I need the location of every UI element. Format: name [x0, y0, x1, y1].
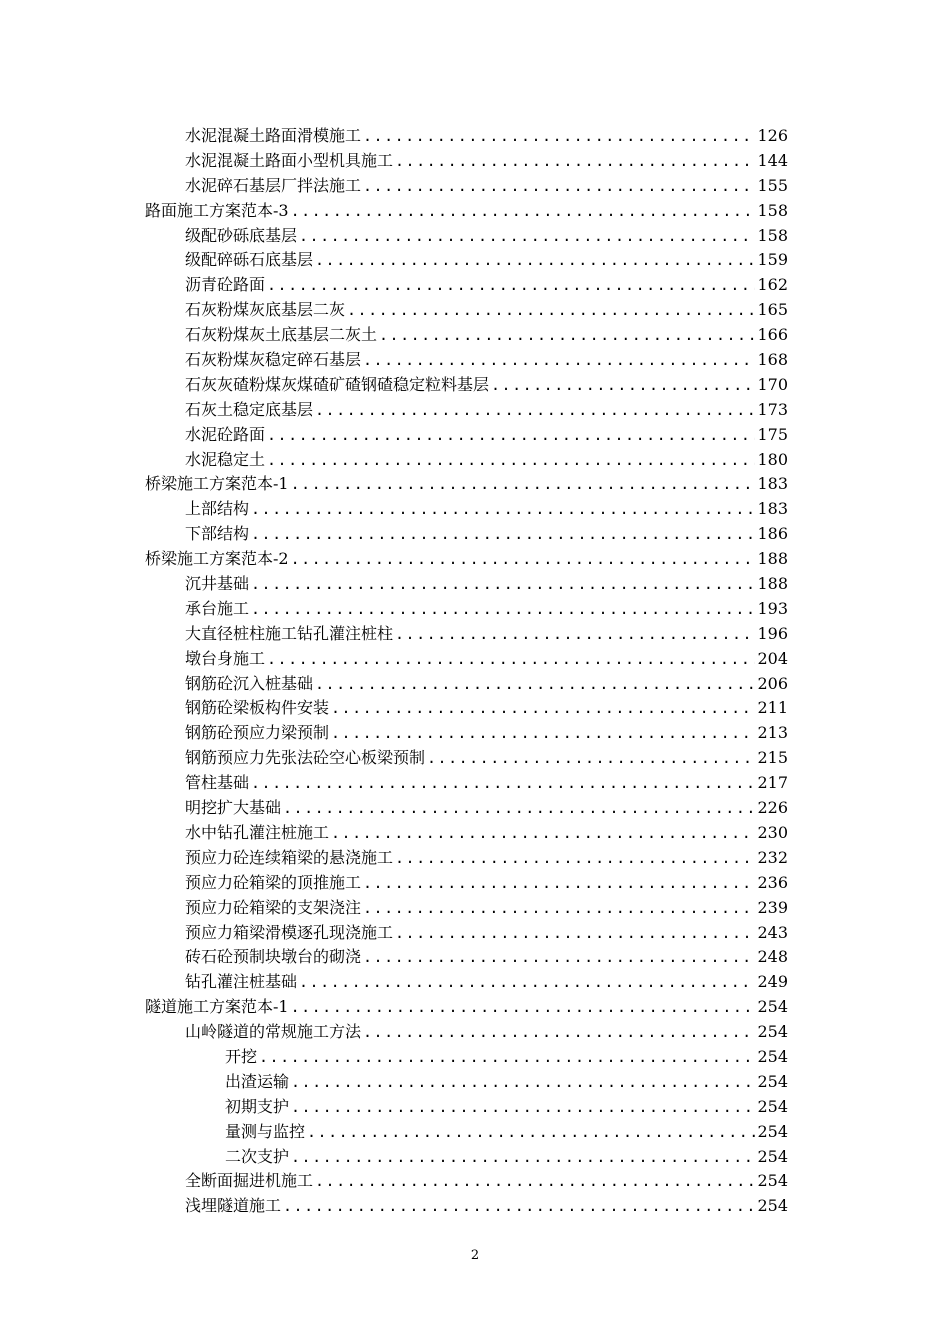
toc-entry[interactable] [185, 796, 788, 821]
toc-entry[interactable] [225, 1145, 788, 1170]
toc-entry-page-number: 206 [757, 673, 788, 693]
toc-entry-page-number: 254 [757, 1071, 788, 1091]
toc-entry-title: 水泥碎石基层厂拌法施工 [185, 175, 362, 195]
toc-entry-title: 钢筋预应力先张法砼空心板梁预制 [185, 748, 426, 768]
toc-entry-title: 开挖 [225, 1046, 258, 1066]
toc-entry[interactable] [185, 149, 788, 174]
toc-entry-title: 石灰土稳定底基层 [185, 399, 314, 419]
toc-entry-title: 大直径桩柱施工钻孔灌注桩柱 [185, 623, 394, 643]
dot-leader [291, 1070, 755, 1095]
toc-entry[interactable] [185, 572, 788, 597]
toc-entry-title: 二次支护 [225, 1146, 290, 1166]
toc-entry[interactable] [185, 248, 788, 273]
toc-entry[interactable] [225, 1095, 788, 1120]
toc-entry[interactable] [185, 298, 788, 323]
toc-entry[interactable] [185, 970, 788, 995]
toc-entry-page-number: 254 [757, 1046, 788, 1066]
toc-entry-page-number: 217 [757, 773, 788, 793]
dot-leader [291, 1145, 755, 1170]
toc-entry-title: 承台施工 [185, 598, 250, 618]
toc-entry-title: 水泥混凝土路面小型机具施工 [185, 150, 394, 170]
dot-leader [363, 945, 755, 970]
dot-leader [315, 398, 755, 423]
toc-entry[interactable] [185, 896, 788, 921]
toc-entry-page-number: 213 [757, 723, 788, 743]
toc-entry[interactable] [185, 746, 788, 771]
toc-entry-title: 量测与监控 [225, 1121, 306, 1141]
dot-leader [379, 323, 755, 348]
toc-entry-page-number: 180 [757, 449, 788, 469]
dot-leader [251, 572, 755, 597]
toc-entry[interactable] [185, 423, 788, 448]
dot-leader [283, 1194, 755, 1219]
toc-entry-page-number: 248 [757, 947, 788, 967]
toc-entry-page-number: 254 [757, 1022, 788, 1042]
toc-entry-page-number: 236 [757, 872, 788, 892]
toc-entry-page-number: 254 [757, 1146, 788, 1166]
toc-entry-title: 沉井基础 [185, 574, 250, 594]
toc-entry-title: 钢筋砼梁板构件安装 [185, 698, 330, 718]
dot-leader [291, 472, 756, 497]
toc-entry[interactable] [225, 1070, 788, 1095]
toc-entry[interactable] [185, 522, 788, 547]
toc-entry-page-number: 243 [757, 922, 788, 942]
dot-leader [315, 672, 755, 697]
toc-entry-page-number: 254 [757, 997, 788, 1017]
toc-entry-page-number: 232 [757, 847, 788, 867]
toc-entry-title: 钢筋砼沉入桩基础 [185, 673, 314, 693]
toc-entry-title: 下部结构 [185, 524, 250, 544]
toc-entry[interactable] [185, 945, 788, 970]
toc-entry[interactable] [185, 174, 788, 199]
toc-entry-title: 桥梁施工方案范本-1 [145, 474, 289, 494]
toc-entry-page-number: 196 [757, 623, 788, 643]
toc-entry-title: 沥青砼路面 [185, 275, 266, 295]
toc-entry-title: 水泥砼路面 [185, 424, 266, 444]
toc-entry-page-number: 183 [757, 474, 788, 494]
toc-entry-title: 水泥混凝土路面滑模施工 [185, 126, 362, 145]
toc-entry-page-number: 158 [757, 225, 788, 245]
dot-leader [291, 199, 756, 224]
toc-entry[interactable] [185, 921, 788, 946]
toc-entry-title: 钢筋砼预应力梁预制 [185, 723, 330, 743]
toc-entry-title: 级配砂砾底基层 [185, 225, 298, 245]
table-of-contents [0, 124, 950, 1219]
toc-entry[interactable] [185, 398, 788, 423]
dot-leader [363, 348, 755, 373]
toc-entry-page-number: 230 [757, 822, 788, 842]
dot-leader [331, 821, 755, 846]
dot-leader [315, 1169, 755, 1194]
page-number: 2 [470, 1248, 480, 1263]
toc-entry-page-number: 126 [757, 126, 788, 145]
toc-entry[interactable] [185, 672, 788, 697]
dot-leader [259, 1045, 755, 1070]
toc-entry-page-number: 188 [757, 574, 788, 594]
toc-entry[interactable] [145, 547, 788, 572]
toc-entry-page-number: 249 [757, 972, 788, 992]
toc-entry-page-number: 204 [757, 648, 788, 668]
toc-entry-title: 预应力箱梁滑模逐孔现浇施工 [185, 922, 394, 942]
dot-leader [363, 1020, 755, 1045]
toc-entry-title: 出渣运输 [225, 1071, 290, 1091]
dot-leader [395, 149, 755, 174]
toc-entry-title: 管柱基础 [185, 773, 250, 793]
toc-entry-title: 预应力砼箱梁的顶推施工 [185, 872, 362, 892]
dot-leader [299, 224, 755, 249]
toc-entry-title: 石灰粉煤灰底基层二灰 [185, 300, 346, 320]
toc-entry-title: 预应力砼连续箱梁的悬浇施工 [185, 847, 394, 867]
toc-entry-title: 明挖扩大基础 [185, 798, 282, 818]
toc-entry-page-number: 159 [757, 250, 788, 270]
toc-entry-page-number: 155 [757, 175, 788, 195]
toc-entry-title: 预应力砼箱梁的支架浇注 [185, 897, 362, 917]
toc-entry-page-number: 254 [757, 1096, 788, 1116]
toc-entry-page-number: 170 [757, 374, 788, 394]
dot-leader [251, 522, 755, 547]
toc-entry-title: 上部结构 [185, 499, 250, 519]
toc-entry-title: 隧道施工方案范本-1 [145, 997, 289, 1017]
toc-entry[interactable] [185, 224, 788, 249]
toc-entry-page-number: 254 [757, 1171, 788, 1191]
dot-leader [291, 547, 756, 572]
toc-entry-title: 初期支护 [225, 1096, 290, 1116]
toc-entry[interactable] [225, 1045, 788, 1070]
toc-entry[interactable] [145, 995, 788, 1020]
toc-entry-title: 浅埋隧道施工 [185, 1196, 282, 1216]
toc-entry-title: 砖石砼预制块墩台的砌浇 [185, 947, 362, 967]
dot-leader [363, 871, 755, 896]
toc-entry-page-number: 254 [757, 1196, 788, 1216]
dot-leader [331, 696, 755, 721]
toc-entry[interactable] [185, 771, 788, 796]
toc-entry-title: 山岭隧道的常规施工方法 [185, 1022, 362, 1042]
toc-entry-title: 桥梁施工方案范本-2 [145, 549, 289, 569]
toc-entry-page-number: 193 [757, 598, 788, 618]
dot-leader [307, 1120, 755, 1145]
toc-entry-title: 钻孔灌注桩基础 [185, 972, 298, 992]
dot-leader [291, 995, 756, 1020]
dot-leader [267, 647, 755, 672]
toc-entry[interactable] [185, 1194, 788, 1219]
dot-leader [395, 921, 755, 946]
toc-entry[interactable] [145, 472, 788, 497]
toc-entry-page-number: 144 [757, 150, 788, 170]
toc-entry-page-number: 211 [757, 698, 788, 718]
toc-entry-page-number: 183 [757, 499, 788, 519]
toc-entry-title: 路面施工方案范本-3 [145, 200, 289, 220]
dot-leader [363, 174, 755, 199]
toc-entry-page-number: 166 [757, 325, 788, 345]
toc-entry-title: 水中钻孔灌注桩施工 [185, 822, 330, 842]
toc-entry-page-number: 188 [757, 549, 788, 569]
dot-leader [363, 896, 755, 921]
toc-entry[interactable] [145, 199, 788, 224]
toc-entry-page-number: 168 [757, 350, 788, 370]
toc-entry-title: 墩台身施工 [185, 648, 266, 668]
toc-entry-page-number: 254 [757, 1121, 788, 1141]
dot-leader [251, 771, 755, 796]
toc-entry-title: 石灰粉煤灰稳定碎石基层 [185, 350, 362, 370]
toc-entry[interactable] [185, 348, 788, 373]
dot-leader [491, 373, 755, 398]
toc-entry-title: 级配碎砾石底基层 [185, 250, 314, 270]
toc-entry-title: 全断面掘进机施工 [185, 1171, 314, 1191]
dot-leader [395, 622, 755, 647]
toc-entry-title: 水泥稳定土 [185, 449, 266, 469]
toc-entry-page-number: 162 [757, 275, 788, 295]
toc-entry[interactable] [185, 448, 788, 473]
toc-entry[interactable] [225, 1120, 788, 1145]
toc-entry[interactable] [185, 373, 788, 398]
toc-entry-title: 石灰粉煤灰土底基层二灰土 [185, 325, 378, 345]
toc-entry-page-number: 173 [757, 399, 788, 419]
dot-leader [283, 796, 755, 821]
dot-leader [267, 273, 755, 298]
toc-entry-page-number: 239 [757, 897, 788, 917]
toc-entry[interactable] [185, 323, 788, 348]
dot-leader [251, 597, 755, 622]
toc-entry[interactable] [185, 821, 788, 846]
toc-entry[interactable] [185, 647, 788, 672]
dot-leader [315, 248, 755, 273]
toc-entry-page-number: 215 [757, 748, 788, 768]
toc-entry[interactable] [185, 497, 788, 522]
dot-leader [299, 970, 755, 995]
toc-entry-page-number: 175 [757, 424, 788, 444]
toc-entry[interactable] [185, 273, 788, 298]
toc-entry-title: 石灰灰碴粉煤灰煤碴矿碴钢碴稳定粒料基层 [185, 374, 490, 394]
toc-entry[interactable] [185, 721, 788, 746]
toc-entry-page-number: 158 [757, 200, 788, 220]
toc-entry[interactable] [185, 846, 788, 871]
toc-entry[interactable] [185, 1020, 788, 1045]
dot-leader [251, 497, 755, 522]
dot-leader [427, 746, 755, 771]
dot-leader [291, 1095, 755, 1120]
dot-leader [267, 448, 755, 473]
dot-leader [267, 423, 755, 448]
dot-leader [395, 846, 755, 871]
dot-leader [347, 298, 755, 323]
dot-leader [331, 721, 755, 746]
dot-leader [363, 124, 755, 149]
toc-entry[interactable] [185, 597, 788, 622]
toc-entry[interactable] [185, 622, 788, 647]
toc-entry[interactable] [185, 696, 788, 721]
toc-entry[interactable] [185, 1169, 788, 1194]
toc-entry-page-number: 226 [757, 798, 788, 818]
toc-entry[interactable] [185, 124, 788, 149]
toc-entry-page-number: 186 [757, 524, 788, 544]
toc-entry-page-number: 165 [757, 300, 788, 320]
toc-entry[interactable] [185, 871, 788, 896]
